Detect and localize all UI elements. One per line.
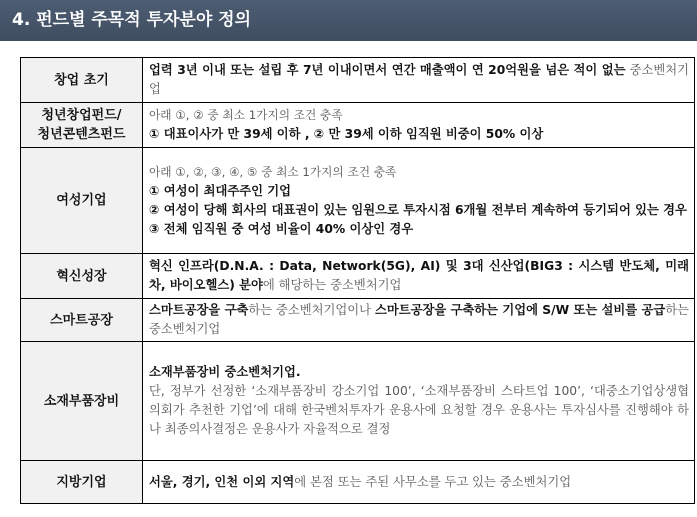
- definition-note: 단, 정부가 선정한 ‘소재부품장비 강소기업 100’, ‘소재부품장비 스타트업 100’, ‘대중소기업상생협의회가 추천한 기업’에 대해 한국벤처투자가 운용사에 요청할 경우 운용사는 투자심사를 진행해야 하나 최종의사결정은 운용사가 자율적으로 결정: [149, 384, 689, 436]
- definition-text: 에 본점 또는 주된 사무소를 두고 있는 중소벤처기업: [294, 474, 572, 489]
- definition-text: 하는 중소벤처기업이나: [248, 303, 375, 317]
- row-label-text: 지방기업: [56, 474, 107, 490]
- definition-text: 스마트공장을 구축하는 기업에 S/W 또는 설비를 공급: [374, 303, 666, 317]
- definition-text: 스마트공장을 구축: [149, 303, 249, 317]
- row-description: [143, 148, 695, 254]
- row-label-text: 청년창업펀드/: [41, 108, 122, 123]
- row-description: [143, 461, 695, 504]
- condition-item: ③ 전체 임직원 중 여성 비율이 40% 이상인 경우: [149, 221, 414, 236]
- section-header: [0, 0, 697, 41]
- row-label: [21, 58, 143, 103]
- fund-definition-table: [20, 57, 695, 504]
- definition-heading: 소재부품장비 중소벤처기업.: [149, 365, 301, 379]
- definition-text: 서울, 경기, 인천 이외 지역: [149, 474, 295, 489]
- table-row: [21, 103, 695, 148]
- row-label: [21, 461, 143, 504]
- table-row: [21, 58, 695, 103]
- definition-text: 업력 3년 이내 또는 설립 후 7년 이내이면서 연간 매출액이 연 20억원을 넘은 적이 없는: [149, 63, 626, 77]
- row-label: [21, 342, 143, 461]
- table-row: [21, 254, 695, 299]
- row-description: [143, 254, 695, 299]
- definition-text: 중소벤처기업: [149, 63, 689, 96]
- definition-text: 에 해당하는 중소벤처기업: [262, 278, 402, 292]
- row-label-text: 청년콘텐츠펀드: [37, 127, 126, 142]
- table-row: [21, 299, 695, 342]
- row-description: [143, 103, 695, 148]
- condition-item: ① 여성이 최대주주인 기업: [149, 183, 292, 198]
- table-row: [21, 342, 695, 461]
- row-description: [143, 299, 695, 342]
- row-label-text: 소재부품장비: [43, 393, 120, 409]
- row-label-text: 스마트공장: [50, 312, 113, 328]
- definition-text: 혁신 인프라(D.N.A. : Data, Network(5G), AI) 및 3대 신산업(BIG3 : 시스템 반도체, 미래차, 바이오헬스) 분야: [149, 259, 689, 292]
- definition-text: 하는 중소벤처기업: [149, 303, 689, 336]
- row-label: [21, 103, 143, 148]
- row-label-text: 혁신성장: [56, 268, 107, 284]
- table-row: [21, 461, 695, 504]
- row-label: [21, 299, 143, 342]
- condition-item: ② 여성이 당해 회사의 대표권이 있는 임원으로 투자시점 6개월 전부터 계속하여 등기되어 있는 경우: [149, 202, 687, 217]
- section-title: 4. 펀드별 주목적 투자분야 정의: [12, 10, 252, 30]
- condition-intro: 아래 ①, ②, ③, ④, ⑤ 중 최소 1가지의 조건 충족: [149, 164, 397, 179]
- row-label-text: 창업 초기: [54, 72, 109, 88]
- row-description: [143, 58, 695, 103]
- condition-item: ① 대표이사가 만 39세 이하 , ② 만 39세 이하 임직원 비중이 50% 이상: [149, 127, 544, 141]
- condition-intro: 아래 ①, ② 중 최소 1가지의 조건 충족: [149, 108, 343, 122]
- table-row: [21, 148, 695, 254]
- row-description: [143, 342, 695, 461]
- row-label: [21, 148, 143, 254]
- row-label: [21, 254, 143, 299]
- row-label-text: 여성기업: [56, 193, 107, 208]
